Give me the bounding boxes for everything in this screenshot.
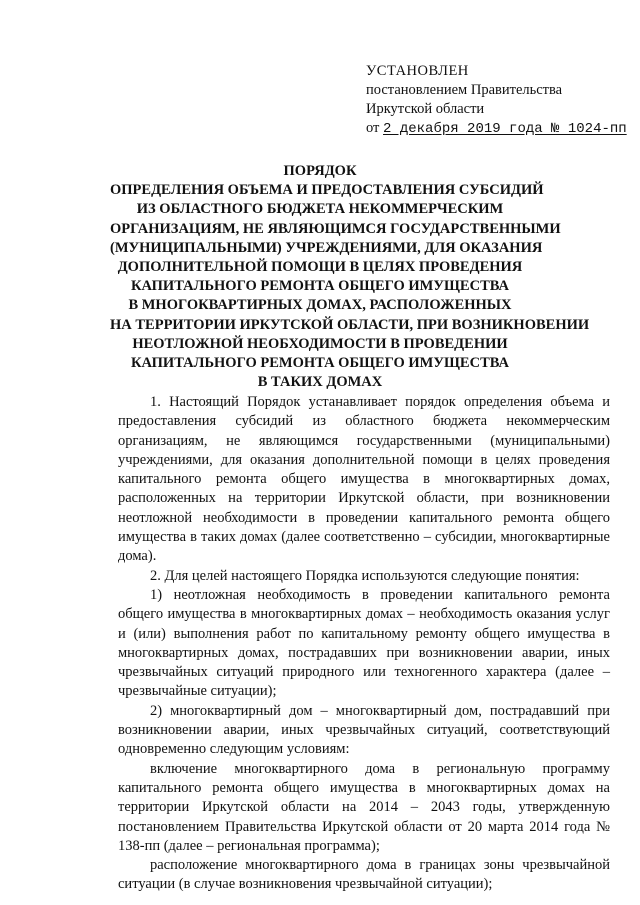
title-line: В МНОГОКВАРТИРНЫХ ДОМАХ, РАСПОЛОЖЕННЫХ [128,297,512,314]
title-line: НЕОТЛОЖНОЙ НЕОБХОДИМОСТИ В ПРОВЕДЕНИИ [132,335,508,352]
approval-heading: УСТАНОВЛЕН [366,63,469,79]
title-line: ПОРЯДОК [283,163,357,179]
title-line: КАПИТАЛЬНОГО РЕМОНТА ОБЩЕГО ИМУЩЕСТВА [131,355,509,372]
title-line: ДОПОЛНИТЕЛЬНОЙ ПОМОЩИ В ЦЕЛЯХ ПРОВЕДЕНИЯ [117,259,523,276]
title-line: ОПРЕДЕЛЕНИЯ ОБЪЕМА И ПРЕДОСТАВЛЕНИЯ СУБСИДИЙ [110,182,544,199]
paragraph: 1. Настоящий Порядок устанавливает порядок определения объема и предоставления субсидий из областного бюджета некоммерческим организациям, не являющимся государственными (муниципальными) учреждениями, для оказания дополнительной помощи в целях проведения капитального ремонта общего имущества в многоквартирных домах, расположенных на территории Иркутской области, при возникновении неотложной необходимости в проведении капитального ремонта общего имущества в таких домах (далее соответственно – субсидии, многоквартирные дома). [118,394,610,565]
approval-date-prefix: от [366,120,380,136]
approval-line-2: Иркутской области [366,101,485,117]
paragraph: 2. Для целей настоящего Порядка используются следующие понятия: [150,567,580,584]
approval-date [366,119,626,139]
title-line: (МУНИЦИПАЛЬНЫМИ) УЧРЕЖДЕНИЯМИ, ДЛЯ ОКАЗАНИЯ [110,239,543,256]
paragraph: включение многоквартирного дома в региональную программу капитального ремонта общего имущества в многоквартирных домах на территории Иркутской области на 2014 – 2043 годы, утвержденную постановлением Правительства Иркутской области от 20 марта 2014 года № 138-пп (далее – региональная программа); [118,760,610,854]
approval-line-1: постановлением Правительства [366,82,563,98]
paragraph: 1) неотложная необходимость в проведении капитального ремонта общего имущества в многоквартирных домах – необходимость оказания услуг и (или) выполнения работ по капитальному ремонту общего имущества в многоквартирных домах, пострадавших при возникновении аварии, иных чрезвычайных ситуаций природного или техногенного характера (далее – чрезвычайные ситуации); [118,586,610,700]
paragraph: расположение многоквартирного дома в границах зоны чрезвычайной ситуации (в случае возникновения чрезвычайной ситуации); [118,857,610,893]
document-title [110,162,590,392]
title-line: КАПИТАЛЬНОГО РЕМОНТА ОБЩЕГО ИМУЩЕСТВА [131,278,509,295]
approval-block [366,62,626,139]
approval-date-handwritten: 2 декабря 2019 года № 1024-пп [383,121,627,137]
title-line: В ТАКИХ ДОМАХ [257,374,383,391]
title-line: ОРГАНИЗАЦИЯМ, НЕ ЯВЛЯЮЩИМСЯ ГОСУДАРСТВЕННЫМИ [110,220,561,237]
title-line: НА ТЕРРИТОРИИ ИРКУТСКОЙ ОБЛАСТИ, ПРИ ВОЗНИКНОВЕНИИ [110,316,590,333]
title-line: ИЗ ОБЛАСТНОГО БЮДЖЕТА НЕКОММЕРЧЕСКИМ [136,201,504,218]
document-body [118,393,610,895]
paragraph: 2) многоквартирный дом – многоквартирный дом, пострадавший при возникновении аварии, иных чрезвычайных ситуаций, соответствующий одновременно следующим условиям: [118,702,610,758]
